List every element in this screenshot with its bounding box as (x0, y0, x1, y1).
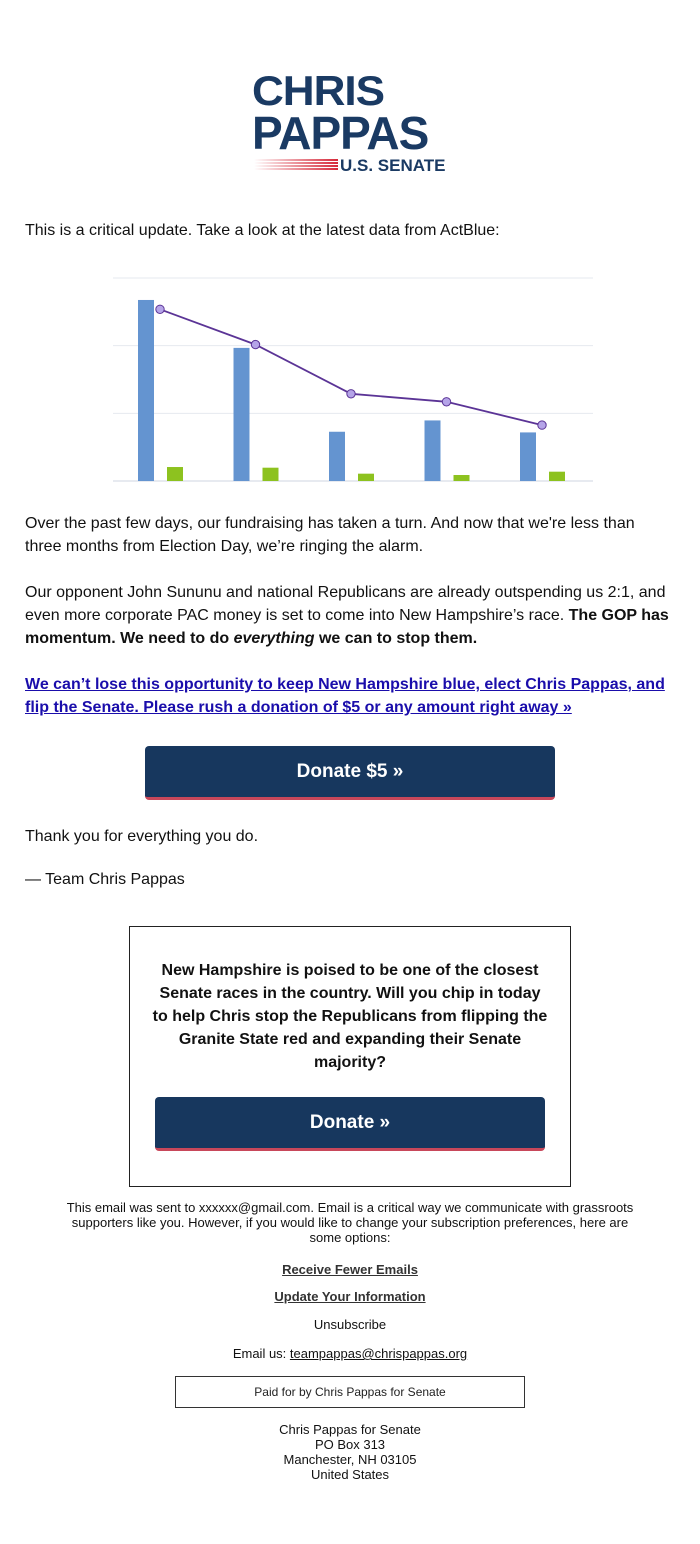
donate-5-button[interactable]: Donate $5 » (145, 746, 555, 800)
chart-line-point (442, 398, 450, 406)
chart-bar-series-2 (263, 468, 279, 481)
chart-line-point (251, 340, 259, 348)
footer-update-row (60, 1289, 640, 1304)
address-line: PO Box 313 (314, 1437, 386, 1452)
thanks-text: Thank you for everything you do. (25, 828, 259, 845)
paragraph-opponent-bold-2: we can to stop them. (314, 630, 478, 647)
chart-bar-series-1 (520, 432, 536, 481)
paragraph-opponent-emphasis: everything (233, 630, 315, 647)
footer-notice: This email was sent to xxxxxx@gmail.com. Email is a critical way we communicate with grassroots supporters like you. However, if you would like to change your subscription preferences, here are some options: (66, 1200, 634, 1245)
email-us-label: Email us: (232, 1346, 290, 1361)
appeal-box (129, 926, 571, 1187)
signature-text: — Team Chris Pappas (25, 871, 185, 888)
appeal-text: New Hampshire is poised to be one of the closest Senate races in the country. Will you chip in today to help Chris stop the Republicans from flipping the Granite State red and expanding their Senate majority? (152, 962, 548, 1071)
paragraph-fundraising: Over the past few days, our fundraising has taken a turn. And now that we're less than three months from Election Day, we’re ringing the alarm. (25, 515, 635, 555)
chart-bar-series-2 (358, 474, 374, 481)
chart-line-point (538, 421, 546, 429)
footer-fewer-row (60, 1262, 640, 1277)
cta-paragraph (25, 673, 675, 719)
chart-bar-series-1 (425, 420, 441, 481)
unsubscribe-link[interactable]: Unsubscribe (313, 1317, 387, 1332)
chart-bar-series-2 (167, 467, 183, 481)
logo-line-1: CHRIS (252, 67, 384, 114)
email-address-link[interactable]: teampappas@chrispappas.org (289, 1346, 468, 1361)
chart-line-point (156, 305, 164, 313)
receive-fewer-emails-link[interactable]: Receive Fewer Emails (282, 1262, 418, 1277)
update-information-link[interactable]: Update Your Information (274, 1289, 426, 1304)
logo-line-2: PAPPAS (252, 107, 429, 159)
intro-text: This is a critical update. Take a look at the latest data from ActBlue: (25, 222, 500, 239)
address-line: Chris Pappas for Senate (279, 1422, 421, 1437)
paragraph-opponent (25, 581, 675, 650)
chart-bar-series-2 (454, 475, 470, 481)
logo-stripes (254, 159, 338, 171)
campaign-logo (252, 68, 452, 176)
paid-for-disclaimer: Paid for by Chris Pappas for Senate (175, 1376, 525, 1408)
address-line: United States (310, 1467, 390, 1482)
chart-bar-series-1 (138, 300, 154, 481)
donate-button[interactable]: Donate » (155, 1097, 545, 1151)
email-us-row (60, 1346, 640, 1361)
paragraph-opponent-lead: Our opponent John Sununu and national Republicans are already outspending us 2:1, and even more corporate PAC money is set to come into New Hampshire’s race. (25, 584, 666, 624)
logo-line-3: U.S. SENATE (340, 156, 446, 175)
chart-bar-series-1 (234, 348, 250, 481)
chart-line-point (347, 390, 355, 398)
chart-line (160, 309, 542, 425)
chart-bar-series-1 (329, 432, 345, 481)
fundraising-chart (113, 270, 593, 485)
donation-cta-link[interactable]: We can’t lose this opportunity to keep New Hampshire blue, elect Chris Pappas, and flip the Senate. Please rush a donation of $5 or any amount right away » (25, 676, 665, 716)
mailing-address (60, 1422, 640, 1482)
address-line: Manchester, NH 03105 (283, 1452, 417, 1467)
paragraph-opponent-bold-1: The GOP has momentum. We need to do (25, 607, 669, 647)
chart-bar-series-2 (549, 472, 565, 481)
